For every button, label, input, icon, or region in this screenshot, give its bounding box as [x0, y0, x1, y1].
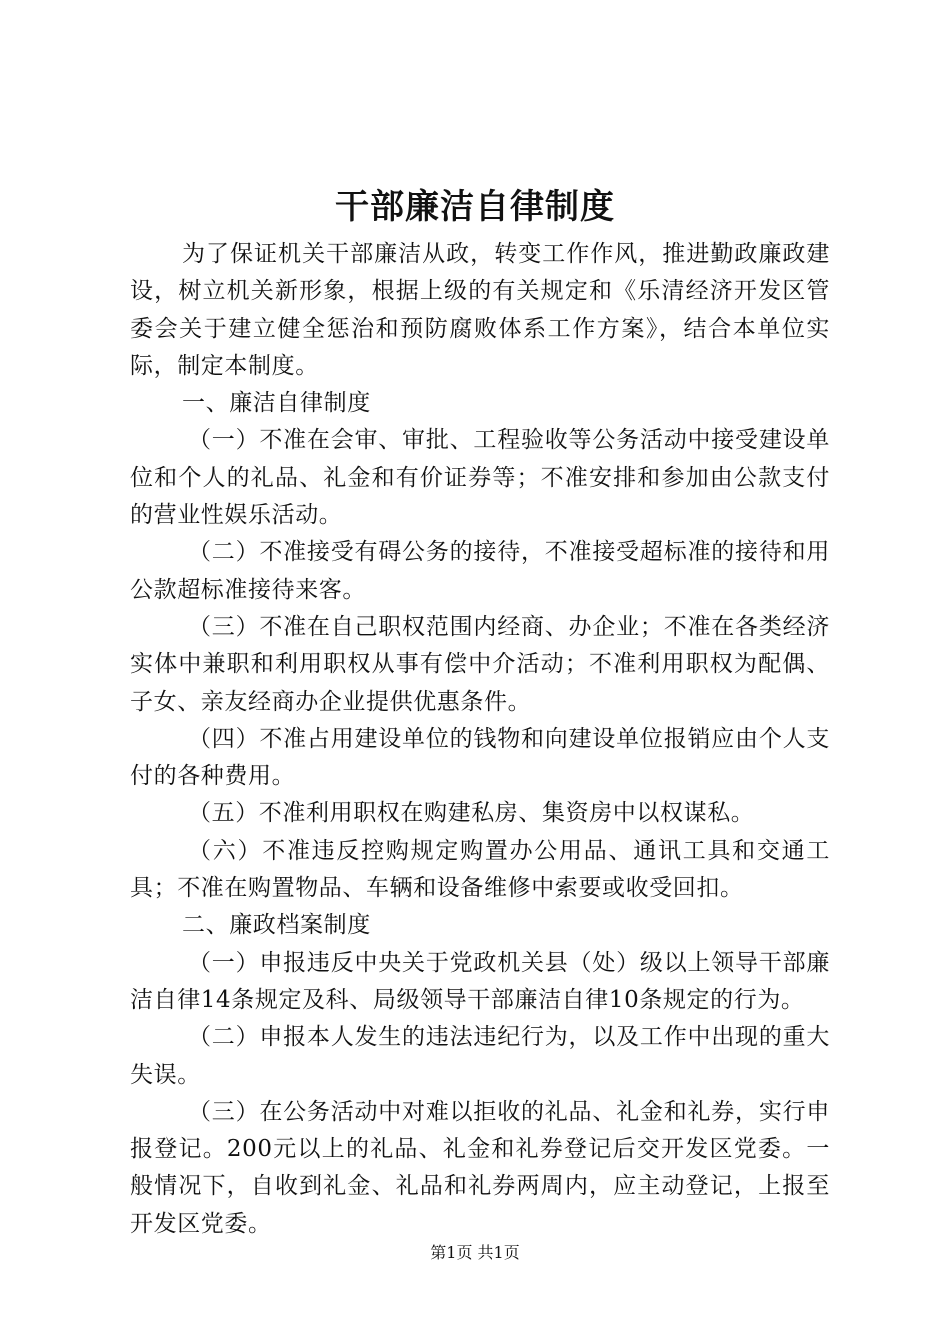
clause-paragraph: （二）申报本人发生的违法违纪行为，以及工作中出现的重大失误。 [130, 1024, 830, 1088]
clause-paragraph: （六）不准违反控购规定购置办公用品、通讯工具和交通工具；不准在购置物品、车辆和设备维修中索要或收受回扣。 [130, 837, 830, 902]
clause-paragraph: （二）不准接受有碍公务的接待，不准接受超标准的接待和用公款超标准接待来客。 [130, 539, 830, 603]
section-heading-1: 一、廉洁自律制度 [182, 390, 371, 417]
clause-paragraph: （五）不准利用职权在购建私房、集资房中以权谋私。 [188, 800, 755, 827]
clause-paragraph: （三）不准在自己职权范围内经商、办企业；不准在各类经济实体中兼职和利用职权从事有偿中介活动；不准利用职权为配偶、子女、亲友经商办企业提供优惠条件。 [130, 613, 830, 715]
section-heading-2: 二、廉政档案制度 [182, 912, 371, 939]
document-title: 干部廉洁自律制度 [335, 187, 615, 227]
clause-paragraph: （一）申报违反中央关于党政机关县（处）级以上领导干部廉洁自律14条规定及科、局级领导干部廉洁自律10条规定的行为。 [130, 949, 830, 1013]
clause-paragraph: （四）不准占用建设单位的钱物和向建设单位报销应由个人支付的各种费用。 [130, 725, 830, 790]
clause-paragraph: （三）在公务活动中对难以拒收的礼品、礼金和礼券，实行申报登记。200元以上的礼品、礼金和礼券登记后交开发区党委。一般情况下，自收到礼金、礼品和礼券两周内，应主动登记，上报至开发区党委。 [130, 1098, 830, 1237]
intro-paragraph: 为了保证机关干部廉洁从政，转变工作作风，推进勤政廉政建设，树立机关新形象，根据上级的有关规定和《乐清经济开发区管委会关于建立健全惩治和预防腐败体系工作方案》，结合本单位实际，制定本制度。 [130, 241, 830, 379]
clause-paragraph: （一）不准在会审、审批、工程验收等公务活动中接受建设单位和个人的礼品、礼金和有价证券等；不准安排和参加由公款支付的营业性娱乐活动。 [130, 427, 830, 529]
document-body [130, 236, 830, 1243]
page-number-footer: 第1页 共1页 [430, 1243, 520, 1262]
